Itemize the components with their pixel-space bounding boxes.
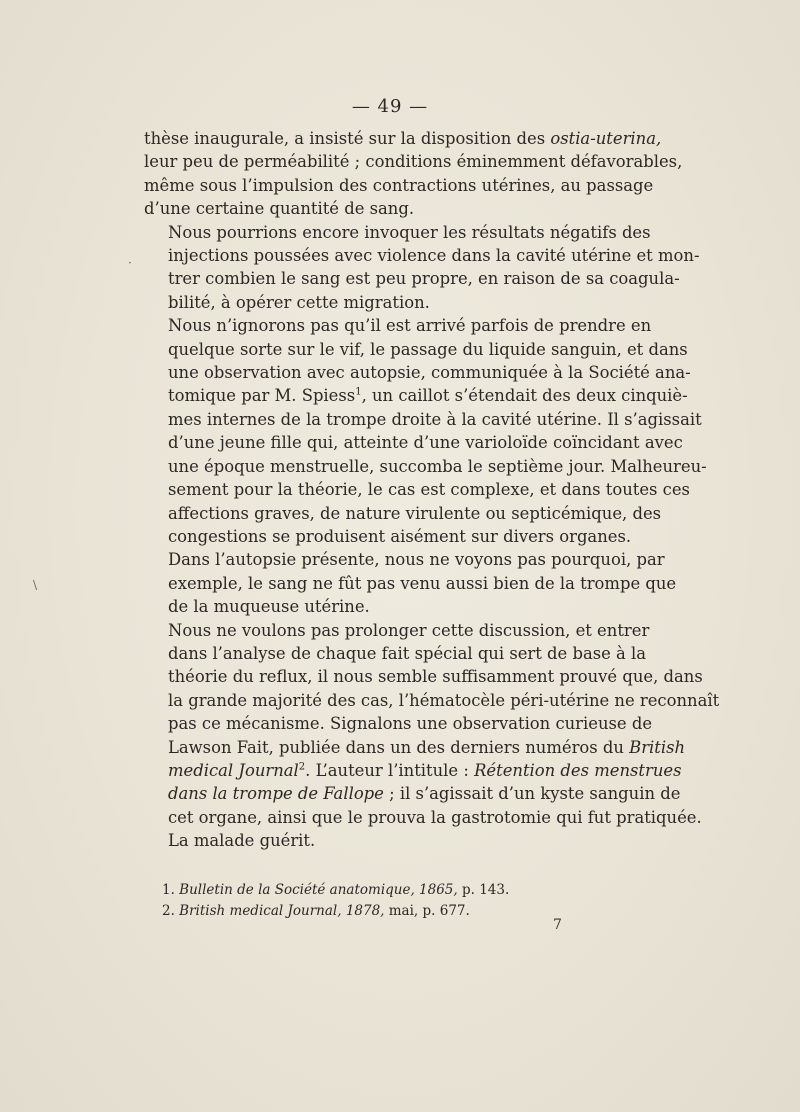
text-line: thèse inaugurale, a insisté sur la disposition des ostia-uterina, (144, 129, 662, 148)
text-line: quelque sorte sur le vif, le passage du liquide sanguin, et dans (168, 339, 688, 359)
footnotes (162, 880, 622, 922)
text-line: de la muqueuse utérine. (168, 597, 370, 617)
text-line: bilité, à opérer cette migration. (168, 292, 430, 312)
paragraph (144, 619, 720, 853)
text-line: Lawson Fait, publiée dans un des derniers numéros du British (168, 737, 686, 757)
text-line: tomique par M. Spiess$^1$, un caillot s’étendait des deux cinquiè- (168, 386, 688, 406)
text-line: cet organe, ainsi que le prouva la gastrotomie qui fut pratiquée. (168, 807, 702, 827)
margin-dot: · (128, 256, 132, 270)
text-line: Nous n’ignorons pas qu’il est arrivé parfois de prendre en (168, 316, 652, 336)
footnote: 2. British medical Journal, 1878, mai, p. 677. (162, 903, 470, 919)
text-line: dans la trompe de Fallope ; il s’agissait d’un kyste sanguin de (168, 784, 681, 804)
text-line: pas ce mécanisme. Signalons une observation curieuse de (168, 714, 653, 734)
text-line: leur peu de perméabilité ; conditions éminemment défavorables, (144, 152, 683, 172)
text-line: trer combien le sang est peu propre, en raison de sa coagula- (168, 269, 680, 289)
text-line: exemple, le sang ne fût pas venu aussi bien de la trompe que (168, 573, 677, 593)
paragraph (144, 548, 677, 618)
text-line: Nous pourrions encore invoquer les résultats négatifs des (168, 222, 651, 242)
text-line: Nous ne voulons pas prolonger cette discussion, et entrer (168, 620, 650, 640)
text-line: medical Journal$^2$. L’auteur l’intitule : Rétention des menstrues (168, 760, 682, 780)
text-line: dans l’analyse de chaque fait spécial qui sert de base à la (168, 643, 647, 663)
paragraph (144, 314, 707, 548)
text-line: d’une jeune fille qui, atteinte d’une varioloïde coïncidant avec (168, 433, 683, 453)
text-line: congestions se produisent aisément sur divers organes. (168, 526, 632, 546)
text-line: sement pour la théorie, le cas est complexe, et dans toutes ces (168, 480, 690, 500)
text-line: injections poussées avec violence dans la cavité utérine et mon- (168, 246, 700, 266)
text-line: une époque menstruelle, succomba le septième jour. Malheureu- (168, 456, 707, 476)
text-line: même sous l’impulsion des contractions utérines, au passage (144, 175, 654, 195)
text-line: la grande majorité des cas, l’hématocèle péri-utérine ne reconnaît (168, 690, 720, 710)
text-line: théorie du reflux, il nous semble suffisamment prouvé que, dans (168, 667, 703, 687)
page-number: — 49 — (351, 96, 429, 117)
text-line: d’une certaine quantité de sang. (144, 199, 415, 219)
text-line: Dans l’autopsie présente, nous ne voyons pas pourquoi, par (168, 550, 665, 570)
text-line: mes internes de la trompe droite à la cavité utérine. Il s’agissait (168, 409, 702, 429)
margin-tick: \ (33, 578, 38, 592)
paragraph (144, 127, 683, 221)
text-line: affections graves, de nature virulente ou septicémique, des (168, 503, 662, 523)
body-text (144, 127, 720, 853)
footnote: 1. Bulletin de la Société anatomique, 1865, p. 143. (162, 882, 510, 898)
signature-mark: 7 (553, 917, 562, 933)
text-line: une observation avec autopsie, communiquée à la Société ana- (168, 363, 691, 383)
paragraph (144, 221, 700, 315)
text-line: La malade guérit. (168, 831, 316, 851)
